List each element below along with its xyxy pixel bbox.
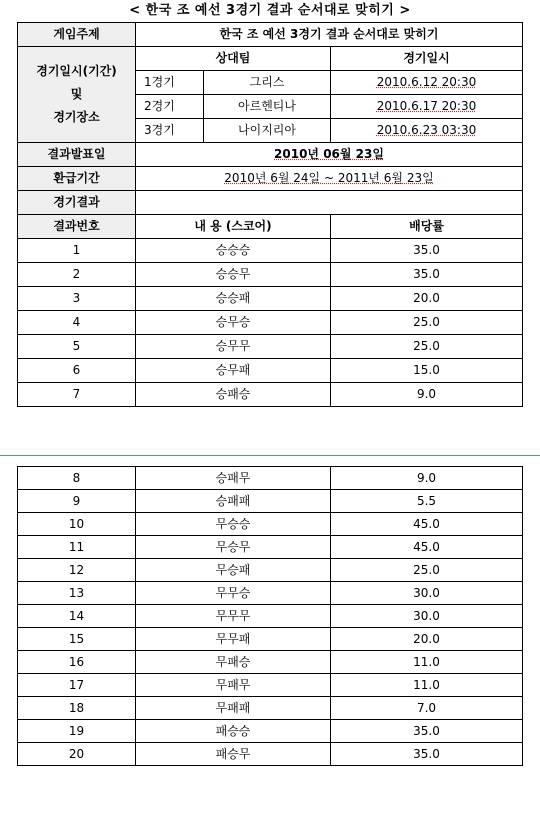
odds-header: 배당률 xyxy=(331,215,523,239)
result-row xyxy=(18,720,523,743)
result-row xyxy=(18,239,523,263)
result-row xyxy=(18,697,523,720)
result-odds: 15.0 xyxy=(331,359,523,383)
result-content: 승패무 xyxy=(136,467,331,490)
match-datetime: 2010.6.17 20:30 xyxy=(331,95,523,119)
result-row xyxy=(18,383,523,407)
game-subject-value: 한국 조 예선 3경기 결과 순서대로 맞히기 xyxy=(136,23,523,47)
match-datetime: 2010.6.12 20:30 xyxy=(331,71,523,95)
result-row xyxy=(18,628,523,651)
result-row xyxy=(18,467,523,490)
refund-row xyxy=(18,167,523,191)
result-number: 2 xyxy=(18,263,136,287)
match-team: 아르헨티나 xyxy=(204,95,331,119)
result-content: 무패무 xyxy=(136,674,331,697)
page-break-line xyxy=(0,455,540,456)
schedule-label-line2: 및 xyxy=(70,87,83,101)
result-number: 15 xyxy=(18,628,136,651)
result-content: 무무패 xyxy=(136,628,331,651)
result-odds: 9.0 xyxy=(331,383,523,407)
match-number: 2경기 xyxy=(136,95,204,119)
result-row xyxy=(18,674,523,697)
game-subject-row xyxy=(18,23,523,47)
game-subject-label: 게임주제 xyxy=(18,23,136,47)
result-row xyxy=(18,743,523,766)
result-odds: 35.0 xyxy=(331,239,523,263)
results-header-row xyxy=(18,215,523,239)
result-odds: 25.0 xyxy=(331,559,523,582)
announce-label: 결과발표일 xyxy=(18,143,136,167)
result-number: 17 xyxy=(18,674,136,697)
result-content: 승패패 xyxy=(136,490,331,513)
result-row xyxy=(18,335,523,359)
result-number: 16 xyxy=(18,651,136,674)
match-team: 그리스 xyxy=(204,71,331,95)
refund-label: 환급기간 xyxy=(18,167,136,191)
result-content: 무승패 xyxy=(136,559,331,582)
result-number: 18 xyxy=(18,697,136,720)
result-odds: 25.0 xyxy=(331,335,523,359)
result-odds: 30.0 xyxy=(331,582,523,605)
results-part2 xyxy=(18,467,523,766)
result-content: 승무무 xyxy=(136,335,331,359)
result-row xyxy=(18,582,523,605)
result-content: 승패승 xyxy=(136,383,331,407)
result-number: 8 xyxy=(18,467,136,490)
match-datetime: 2010.6.23 03:30 xyxy=(331,119,523,143)
result-row xyxy=(18,651,523,674)
result-value xyxy=(136,191,523,215)
result-content: 무승승 xyxy=(136,513,331,536)
result-content: 승무승 xyxy=(136,311,331,335)
schedule-header-row xyxy=(18,47,523,71)
result-odds: 11.0 xyxy=(331,651,523,674)
result-content: 승승패 xyxy=(136,287,331,311)
result-content: 무패패 xyxy=(136,697,331,720)
result-row xyxy=(18,513,523,536)
match-number: 1경기 xyxy=(136,71,204,95)
match-number: 3경기 xyxy=(136,119,204,143)
result-row xyxy=(18,536,523,559)
results-table-continued xyxy=(17,466,523,766)
schedule-label-line3: 경기장소 xyxy=(53,110,100,124)
datetime-header: 경기일시 xyxy=(331,47,523,71)
result-number: 7 xyxy=(18,383,136,407)
document-title: < 한국 조 예선 3경기 결과 순서대로 맞히기 > xyxy=(129,3,411,18)
result-row xyxy=(18,490,523,513)
schedule-label-line1: 경기일시(기간) xyxy=(36,64,117,78)
match-team: 나이지리아 xyxy=(204,119,331,143)
result-number: 11 xyxy=(18,536,136,559)
schedule-label xyxy=(18,47,136,143)
result-content: 무무승 xyxy=(136,582,331,605)
result-number: 10 xyxy=(18,513,136,536)
result-content: 무패승 xyxy=(136,651,331,674)
result-odds: 30.0 xyxy=(331,605,523,628)
result-content: 패승무 xyxy=(136,743,331,766)
result-odds: 35.0 xyxy=(331,720,523,743)
results-part1 xyxy=(18,239,523,407)
result-row xyxy=(18,605,523,628)
result-row xyxy=(18,359,523,383)
result-content: 무무무 xyxy=(136,605,331,628)
announce-row xyxy=(18,143,523,167)
result-number: 13 xyxy=(18,582,136,605)
opponent-header: 상대팀 xyxy=(136,47,331,71)
result-content: 승승승 xyxy=(136,239,331,263)
result-content: 승승무 xyxy=(136,263,331,287)
result-row xyxy=(18,263,523,287)
game-info-table xyxy=(17,22,523,407)
result-odds: 45.0 xyxy=(331,536,523,559)
result-row xyxy=(18,287,523,311)
result-odds: 35.0 xyxy=(331,743,523,766)
result-row xyxy=(18,311,523,335)
result-odds: 20.0 xyxy=(331,287,523,311)
result-odds: 45.0 xyxy=(331,513,523,536)
result-number: 14 xyxy=(18,605,136,628)
result-odds: 35.0 xyxy=(331,263,523,287)
result-number: 4 xyxy=(18,311,136,335)
result-odds: 25.0 xyxy=(331,311,523,335)
result-row xyxy=(18,559,523,582)
result-odds: 9.0 xyxy=(331,467,523,490)
result-odds: 20.0 xyxy=(331,628,523,651)
result-content: 승무패 xyxy=(136,359,331,383)
announce-value: 2010년 06월 23일 xyxy=(136,143,523,167)
result-label: 경기결과 xyxy=(18,191,136,215)
result-number: 1 xyxy=(18,239,136,263)
result-odds: 7.0 xyxy=(331,697,523,720)
result-odds: 5.5 xyxy=(331,490,523,513)
result-number: 12 xyxy=(18,559,136,582)
result-number: 9 xyxy=(18,490,136,513)
result-number: 5 xyxy=(18,335,136,359)
result-content: 무승무 xyxy=(136,536,331,559)
result-number: 3 xyxy=(18,287,136,311)
refund-value: 2010년 6월 24일 ~ 2011년 6월 23일 xyxy=(136,167,523,191)
content-header: 내 용 (스코어) xyxy=(136,215,331,239)
result-number: 20 xyxy=(18,743,136,766)
result-row xyxy=(18,191,523,215)
result-content: 패승승 xyxy=(136,720,331,743)
result-number: 6 xyxy=(18,359,136,383)
result-number: 19 xyxy=(18,720,136,743)
result-odds: 11.0 xyxy=(331,674,523,697)
result-number-header: 결과번호 xyxy=(18,215,136,239)
